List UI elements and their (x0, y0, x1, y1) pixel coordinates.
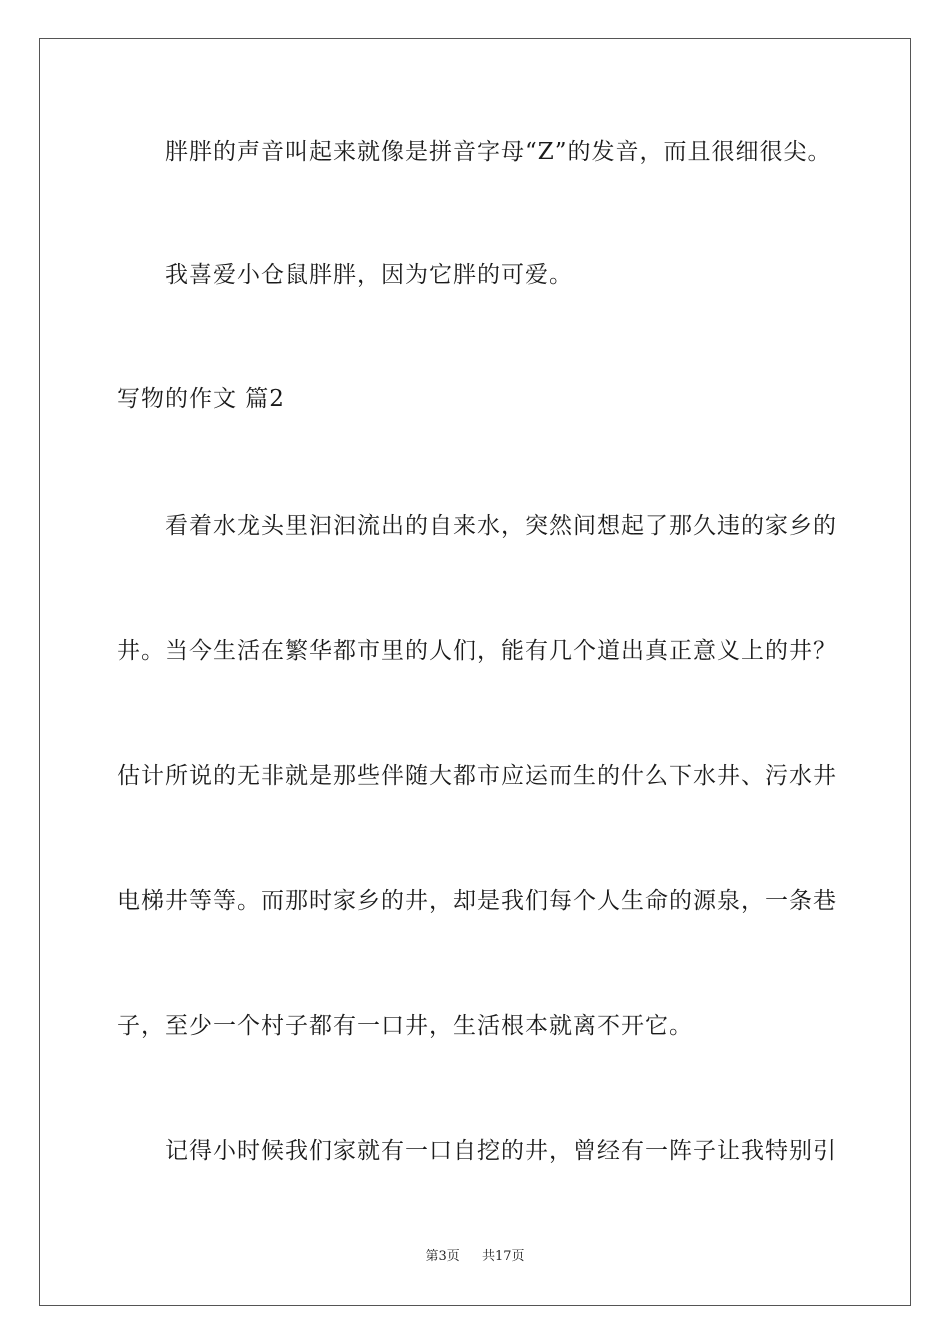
page-number: 第3页 (425, 1249, 460, 1264)
paragraph-line: 看着水龙头里汩汩流出的自来水，突然间想起了那久违的家乡的 (165, 513, 837, 539)
paragraph-line: 我喜爱小仓鼠胖胖，因为它胖的可爱。 (165, 262, 573, 288)
paragraph-line: 估计所说的无非就是那些伴随大都市应运而生的什么下水井、污水井 (117, 763, 837, 789)
page-footer (0, 1248, 950, 1266)
paragraph-line: 电梯井等等。而那时家乡的井，却是我们每个人生命的源泉，一条巷 (117, 888, 837, 914)
page-frame (39, 38, 911, 1306)
paragraph-line: 胖胖的声音叫起来就像是拼音字母“Z”的发音，而且很细很尖。 (165, 139, 832, 165)
section-heading: 写物的作文 篇2 (117, 386, 285, 412)
page-total: 共17页 (482, 1249, 525, 1264)
paragraph-line: 子，至少一个村子都有一口井，生活根本就离不开它。 (117, 1013, 693, 1039)
paragraph-line: 记得小时候我们家就有一口自挖的井，曾经有一阵子让我特别引 (165, 1138, 837, 1164)
paragraph-line: 井。当今生活在繁华都市里的人们，能有几个道出真正意义上的井？ (117, 638, 837, 664)
